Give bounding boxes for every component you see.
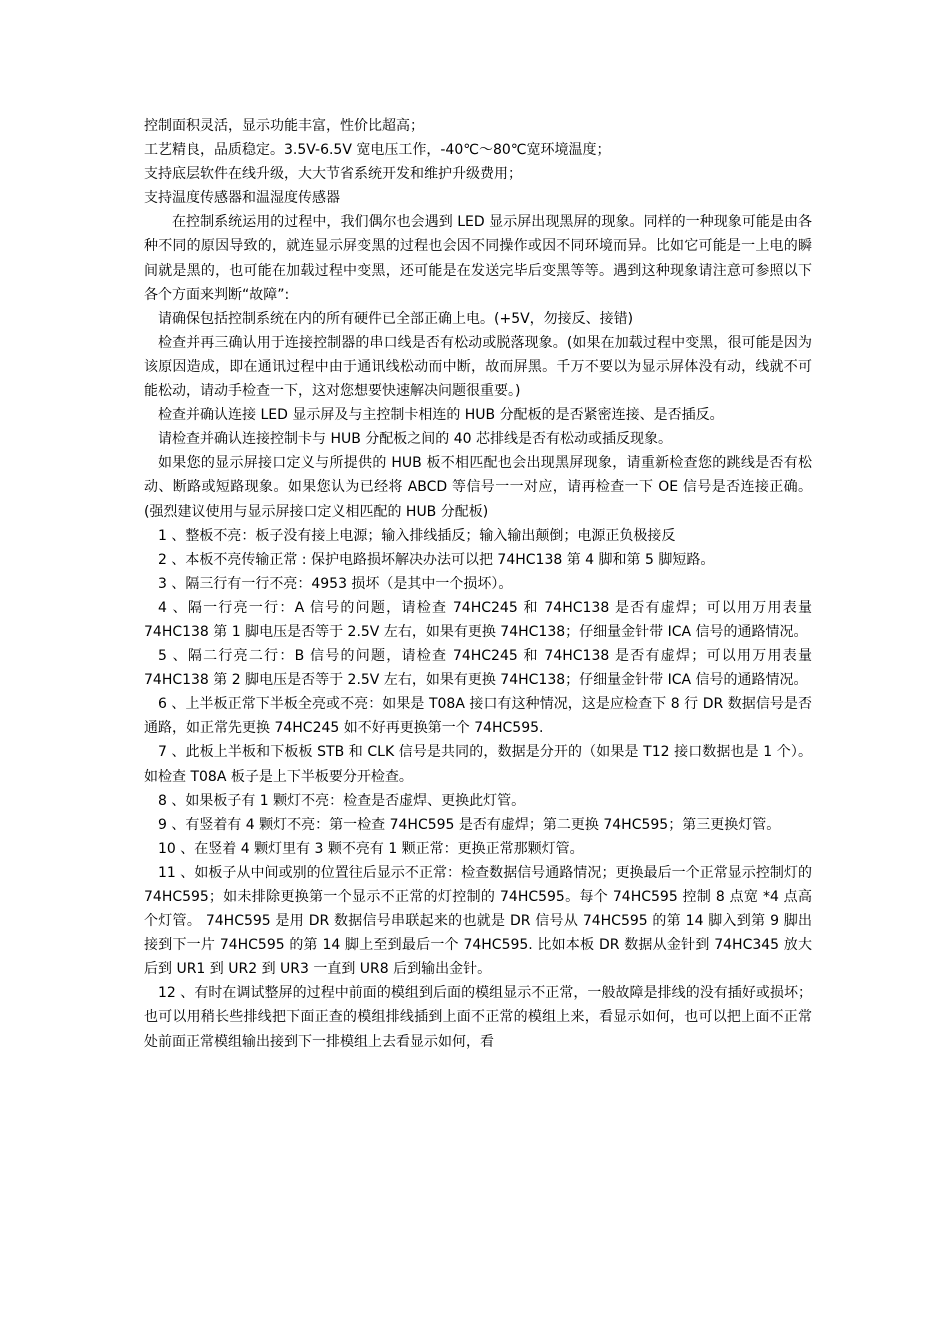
document-body bbox=[144, 114, 812, 1054]
check-paragraph: 如果您的显示屏接口定义与所提供的 HUB 板不相匹配也会出现黑屏现象，请重新检查您的跳线是否有松动、断路或短路现象。如果您认为已经将 ABCD 等信号一一对应，请再检查一下 OE 信号是否连接正确。(强烈建议使用与显示屏接口定义相匹配的 HUB 分配板) bbox=[144, 455, 812, 520]
fault-item: 1 、整板不亮：板子没有接上电源；输入排线插反；输入输出颠倒；电源正负极接反 bbox=[158, 527, 676, 544]
fault-item: 8 、如果板子有 1 颗灯不亮：检查是否虚焊、更换此灯管。 bbox=[158, 792, 526, 809]
fault-item: 9 、有竖着有 4 颗灯不亮：第一检查 74HC595 是否有虚焊；第二更换 74HC595；第三更换灯管。 bbox=[158, 816, 781, 833]
fault-item: 11 、如板子从中间或别的位置往后显示不正常：检查数据信号通路情况；更换最后一个正常显示控制灯的 74HC595；如未排除更换第一个显示不正常的灯控制的 74HC595。每个 74HC595 控制 8 点宽 *4 点高个灯管。 74HC595 是用 DR 数据信号串联起来的也就是 DR 信号从 74HC595 的第 14 脚入到第 9 脚出接到下一片 74HC595 的第 14 脚上至到最后一个 74HC595. 比如本板 DR 数据从金针到 74HC345 放大后到 UR1 到 UR2 到 UR3 一直到 UR8 后到输出金针。 bbox=[144, 864, 812, 978]
fault-item: 7 、此板上半板和下板板 STB 和 CLK 信号是共同的，数据是分开的（如果是 T12 接口数据也是 1 个）。如检查 T08A 板子是上下半板要分开检查。 bbox=[144, 744, 812, 785]
feature-line: 支持底层软件在线升级，大大节省系统开发和维护升级费用； bbox=[144, 166, 522, 183]
check-paragraph: 检查并确认连接 LED 显示屏及与主控制卡相连的 HUB 分配板的是否紧密连接、是否插反。 bbox=[158, 407, 724, 424]
fault-item: 6 、上半板正常下半板全亮或不亮：如果是 T08A 接口有这种情况，这是应检查下 8 行 DR 数据信号是否通路，如正常先更换 74HC245 如不好再更换第一个 74HC595. bbox=[144, 696, 812, 737]
check-paragraph: 请确保包括控制系统在内的所有硬件已全部正确上电。(+5V，勿接反、接错) bbox=[158, 310, 634, 327]
fault-item: 5 、隔二行亮二行：B 信号的问题，请检查 74HC245 和 74HC138 是否有虚焊；可以用万用表量 74HC138 第 2 脚电压是否等于 2.5V 左右，如果有更换 74HC138；仔细量金针带 ICA 信号的通路情况。 bbox=[144, 648, 812, 689]
fault-item: 2 、本板不亮传输正常 : 保护电路损坏解决办法可以把 74HC138 第 4 脚和第 5 脚短路。 bbox=[158, 551, 715, 568]
check-paragraph: 请检查并确认连接控制卡与 HUB 分配板之间的 40 芯排线是否有松动或插反现象。 bbox=[158, 431, 672, 448]
fault-item: 3 、隔三行有一行不亮：4953 损坏（是其中一个损坏）。 bbox=[158, 575, 513, 592]
feature-line: 工艺精良，品质稳定。3.5V-6.5V 宽电压工作，-40℃～80℃宽环境温度； bbox=[144, 142, 611, 159]
fault-item: 10 、在竖着 4 颗灯里有 3 颗不亮有 1 颗正常：更换正常那颗灯管。 bbox=[158, 840, 584, 857]
fault-item: 4 、隔一行亮一行：A 信号的问题，请检查 74HC245 和 74HC138 是否有虚焊；可以用万用表量 74HC138 第 1 脚电压是否等于 2.5V 左右，如果有更换 74HC138；仔细量金针带 ICA 信号的通路情况。 bbox=[144, 599, 812, 640]
fault-item: 12 、有时在调试整屏的过程中前面的模组到后面的模组显示不正常，一般故障是排线的没有插好或损坏；也可以用稍长些排线把下面正查的模组排线插到上面不正常的模组上来，看显示如何，也可以把上面不正常处前面正常模组输出接到下一排模组上去看显示如何，看 bbox=[144, 985, 812, 1050]
feature-line: 支持温度传感器和温湿度传感器 bbox=[144, 190, 340, 207]
feature-line: 控制面积灵活，显示功能丰富，性价比超高； bbox=[144, 118, 424, 134]
intro-paragraph: 在控制系统运用的过程中，我们偶尔也会遇到 LED 显示屏出现黑屏的现象。同样的一种现象可能是由各种不同的原因导致的，就连显示屏变黑的过程也会因不同操作或因不同环境而异。比如它可能是一上电的瞬间就是黑的，也可能在加载过程中变黑，还可能是在发送完毕后变黑等等。遇到这种现象请注意可参照以下各个方面来判断“故障”: bbox=[144, 214, 812, 303]
check-paragraph: 检查并再三确认用于连接控制器的串口线是否有松动或脱落现象。(如果在加载过程中变黑，很可能是因为该原因造成，即在通讯过程中由于通讯线松动而中断，故而屏黑。千万不要以为显示屏体没有动，线就不可能松动，请动手检查一下，这对您想要快速解决问题很重要。) bbox=[144, 334, 812, 400]
